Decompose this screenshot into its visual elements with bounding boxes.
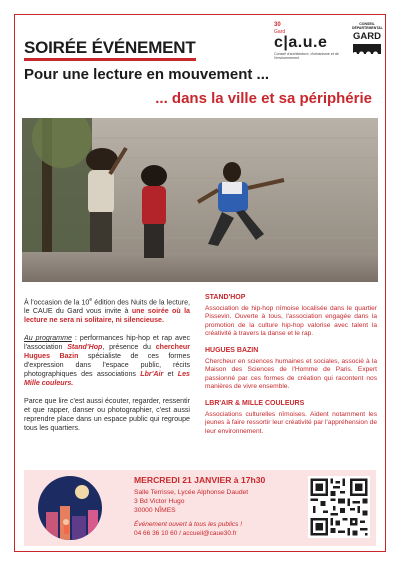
intro-text-1b: édition des Nuits de la lecture, le CAUE du Gard vous invite à [24,298,190,316]
event-box [24,470,376,546]
intro-text [24,296,190,442]
subtitle-line-1: Pour une lecture en mouvement ... [24,66,270,83]
intro-paragraph-1 [24,296,190,325]
event-contact[interactable]: 04 66 36 10 60 / accueil@caue30.fr [134,530,237,537]
librair-name: Lbr'Air [140,370,164,379]
event-illustration [38,476,102,540]
event-date: MERCREDI 21 JANVIER à 17h30 [134,475,266,485]
caue-logo-number: 30 [274,22,281,28]
gard-logo-wordmark: GARD [353,31,381,42]
subtitle-line-2: ... dans la ville et sa périphérie [155,90,372,107]
intro-paragraph-3: Parce que lire c'est aussi écouter, regarder, ressentir et que rapper, danser ou photographier, c'est aussi reprendre place dans un espace public qui regroupe tous les quartiers. [24,397,190,433]
section-hugues-bazin [205,347,377,391]
caue-logo-wordmark: c|a.u.e [274,34,328,51]
section-standhop [205,294,377,338]
qr-code-icon [308,476,370,538]
section-text: Chercheur en sciences humaines et sociales, associé à la Maison des Sciences de l'Homme de Paris. Expert passionné par ces formes de création qui racontent nos manières de vivre ensemble. [205,358,377,390]
intro-superscript: e [89,297,93,303]
standhop-name: Stand'Hop [67,343,103,352]
intro-text-2d: et [163,370,178,379]
title-underline [24,58,196,61]
intro-text-2c: spécialiste de ces formes d'expression dans l'espace public, récits photographiques des associations [24,352,190,379]
intro-text-2b: , présence du [102,343,156,352]
dancers-photo [22,118,378,282]
gard-logo [352,22,382,58]
section-title: STAND'HOP [205,294,246,301]
hero-photo [22,118,378,282]
event-city: 30000 NÎMES [134,507,176,514]
section-title: HUGUES BAZIN [205,347,259,355]
aqueduct-icon [353,44,381,54]
section-text: Associations culturelles nîmoises. Aident notamment les jeunes à faire ressortir leur créativité par l'appréhension de leur environnement. [205,411,377,435]
event-note: Événement ouvert à tous les publics ! [134,521,243,528]
caue-logo-dept: Gard [274,29,286,35]
sections-column [205,294,377,445]
caue-logo [274,22,344,62]
header [22,18,383,118]
event-venue: Salle Terrisse, Lycée Alphonse Daudet [134,489,249,496]
night-scene-icon [38,476,102,540]
intro-paragraph-2 [24,334,190,388]
event-street: 3 Bd Victor Hugo [134,498,185,505]
mille-couleurs-name: Les Mille couleurs. [24,370,191,388]
intro-highlight: une soirée où la lecture ne sera ni solitaire, ni silencieuse. [24,307,190,325]
section-title: LBR'AIR & MILLE COULEURS [205,400,305,408]
qr-code[interactable] [308,476,370,538]
intro-text-2a: : performances hip-hop et rap avec l'association [24,334,191,352]
program-label: Au programme [24,334,72,343]
caue-logo-description: Conseil d'architecture, d'urbanisme et de l'environnement [274,52,339,61]
gard-logo-top: CONSEIL DÉPARTEMENTAL [352,22,383,30]
page-title: SOIRÉE ÉVÉNEMENT [24,38,196,57]
section-text: Association de hip-hop nîmoise localisée dans le quartier Pissevin. Ouverte à tous, l'association engagée dans la promotion de la culture hip-hop valorise avec talent la créativité à travers la danse et le rap. [205,305,377,337]
chercheur-name: chercheur Hugues Bazin [24,343,190,361]
section-librair-mille [205,400,377,436]
intro-text-1a: À l'occasion de la 10 [24,298,90,307]
